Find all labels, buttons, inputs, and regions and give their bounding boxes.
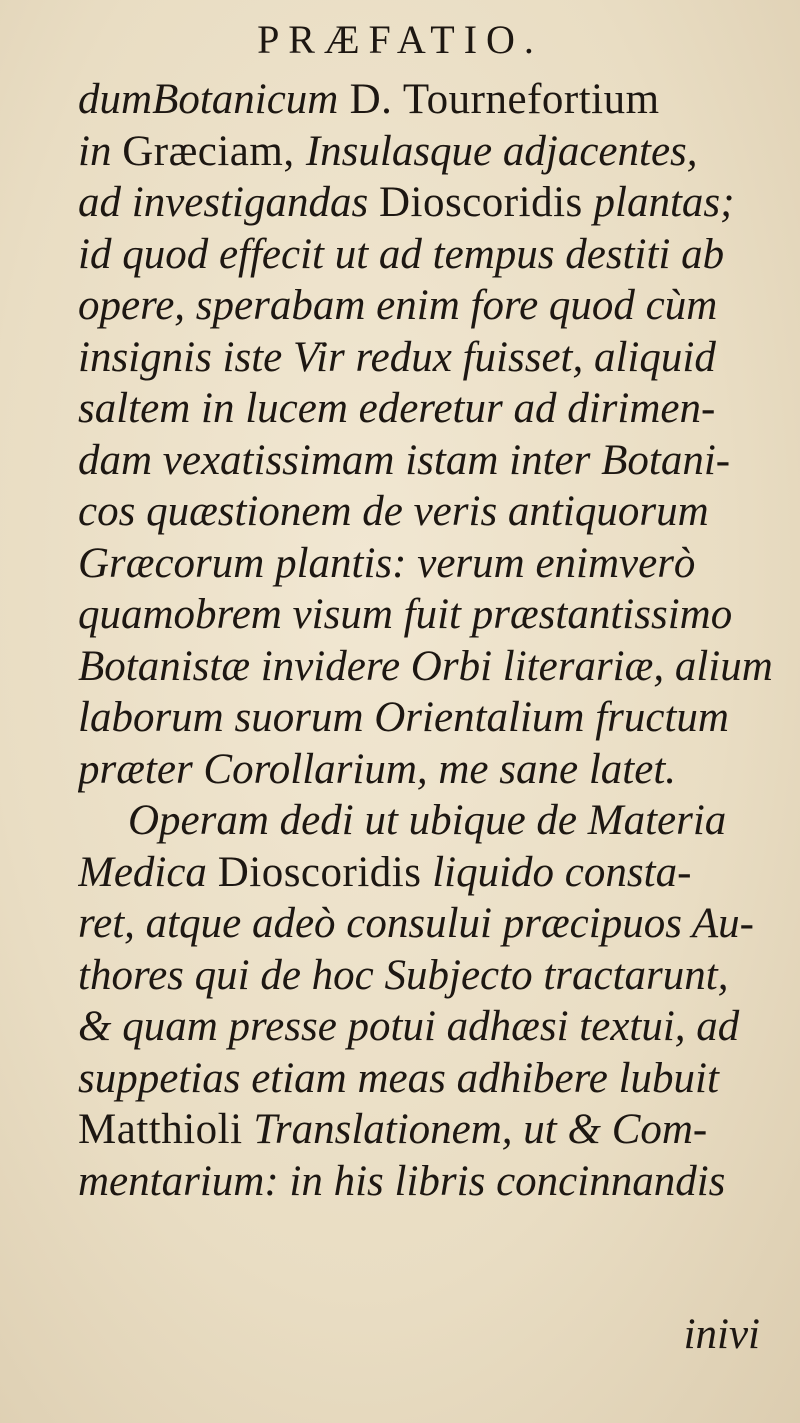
text-segment: Græciam,	[122, 127, 306, 175]
text-segment: dam vexatissimam istam inter Botani-	[78, 436, 731, 484]
text-line	[78, 847, 778, 899]
text-line	[78, 1104, 778, 1156]
text-segment: dum	[78, 76, 153, 123]
text-line	[78, 126, 778, 178]
text-segment: Dioscoridis	[378, 179, 583, 226]
text-line	[78, 486, 778, 538]
text-line	[78, 280, 778, 332]
text-segment: præter Corollarium, me sane latet.	[78, 745, 677, 793]
text-segment: Botanicum	[152, 76, 339, 123]
running-head: PRÆFATIO.	[257, 17, 543, 62]
catchword: inivi	[683, 1311, 760, 1358]
text-line	[78, 692, 778, 744]
text-segment: Dioscoridis	[217, 848, 422, 896]
text-segment: Operam dedi ut ubique de Materia	[128, 797, 727, 844]
text-line	[78, 744, 778, 796]
text-segment: Translationem, ut & Com-	[242, 1106, 708, 1153]
text-line	[78, 229, 778, 281]
text-line	[78, 383, 778, 435]
text-segment: thores qui de hoc Subjecto tractarunt,	[78, 951, 729, 999]
text-line	[78, 795, 778, 847]
text-line	[78, 177, 778, 229]
text-line	[78, 589, 778, 641]
text-segment: plantas;	[582, 179, 735, 226]
text-segment: laborum suorum Orientalium fructum	[78, 694, 729, 741]
text-segment: Botanistæ invidere Orbi literariæ, alium	[78, 642, 773, 690]
text-line	[78, 950, 778, 1002]
text-segment: ret, atque adeò consului præcipuos Au-	[78, 900, 754, 947]
text-line	[78, 435, 778, 487]
text-line	[78, 641, 778, 693]
text-segment: Græcorum plantis: verum enimverò	[78, 539, 696, 587]
text-segment: Medica	[78, 848, 218, 896]
text-segment: Insulasque adjacentes,	[305, 127, 698, 175]
text-block	[78, 74, 778, 1207]
text-line	[78, 898, 778, 950]
text-segment: in	[78, 127, 123, 175]
text-segment: Matthioli	[78, 1106, 243, 1153]
text-line	[78, 332, 778, 384]
text-segment: insignis iste Vir redux fuisset, aliquid	[78, 333, 716, 381]
text-segment: D. Tournefortium	[338, 76, 660, 123]
text-segment: id quod effecit ut ad tempus destiti ab	[78, 230, 725, 278]
text-segment: cos quæstionem de veris antiquorum	[78, 488, 709, 535]
text-segment: ad investigandas	[78, 179, 379, 226]
text-line	[78, 1001, 778, 1053]
text-segment: saltem in lucem ederetur ad dirimen-	[78, 385, 716, 432]
text-line	[78, 74, 778, 126]
text-segment: liquido consta-	[421, 848, 692, 896]
text-line	[78, 538, 778, 590]
text-segment: opere, sperabam enim fore quod cùm	[78, 282, 718, 329]
text-segment: suppetias etiam meas adhibere lubuit	[78, 1054, 719, 1102]
text-segment: & quam presse potui adhæsi textui, ad	[78, 1003, 740, 1050]
text-segment: mentarium: in his libris concinnandis	[78, 1157, 726, 1205]
text-segment: quamobrem visum fuit præstantissimo	[78, 591, 733, 638]
text-line	[78, 1053, 778, 1105]
text-line	[78, 1156, 778, 1208]
